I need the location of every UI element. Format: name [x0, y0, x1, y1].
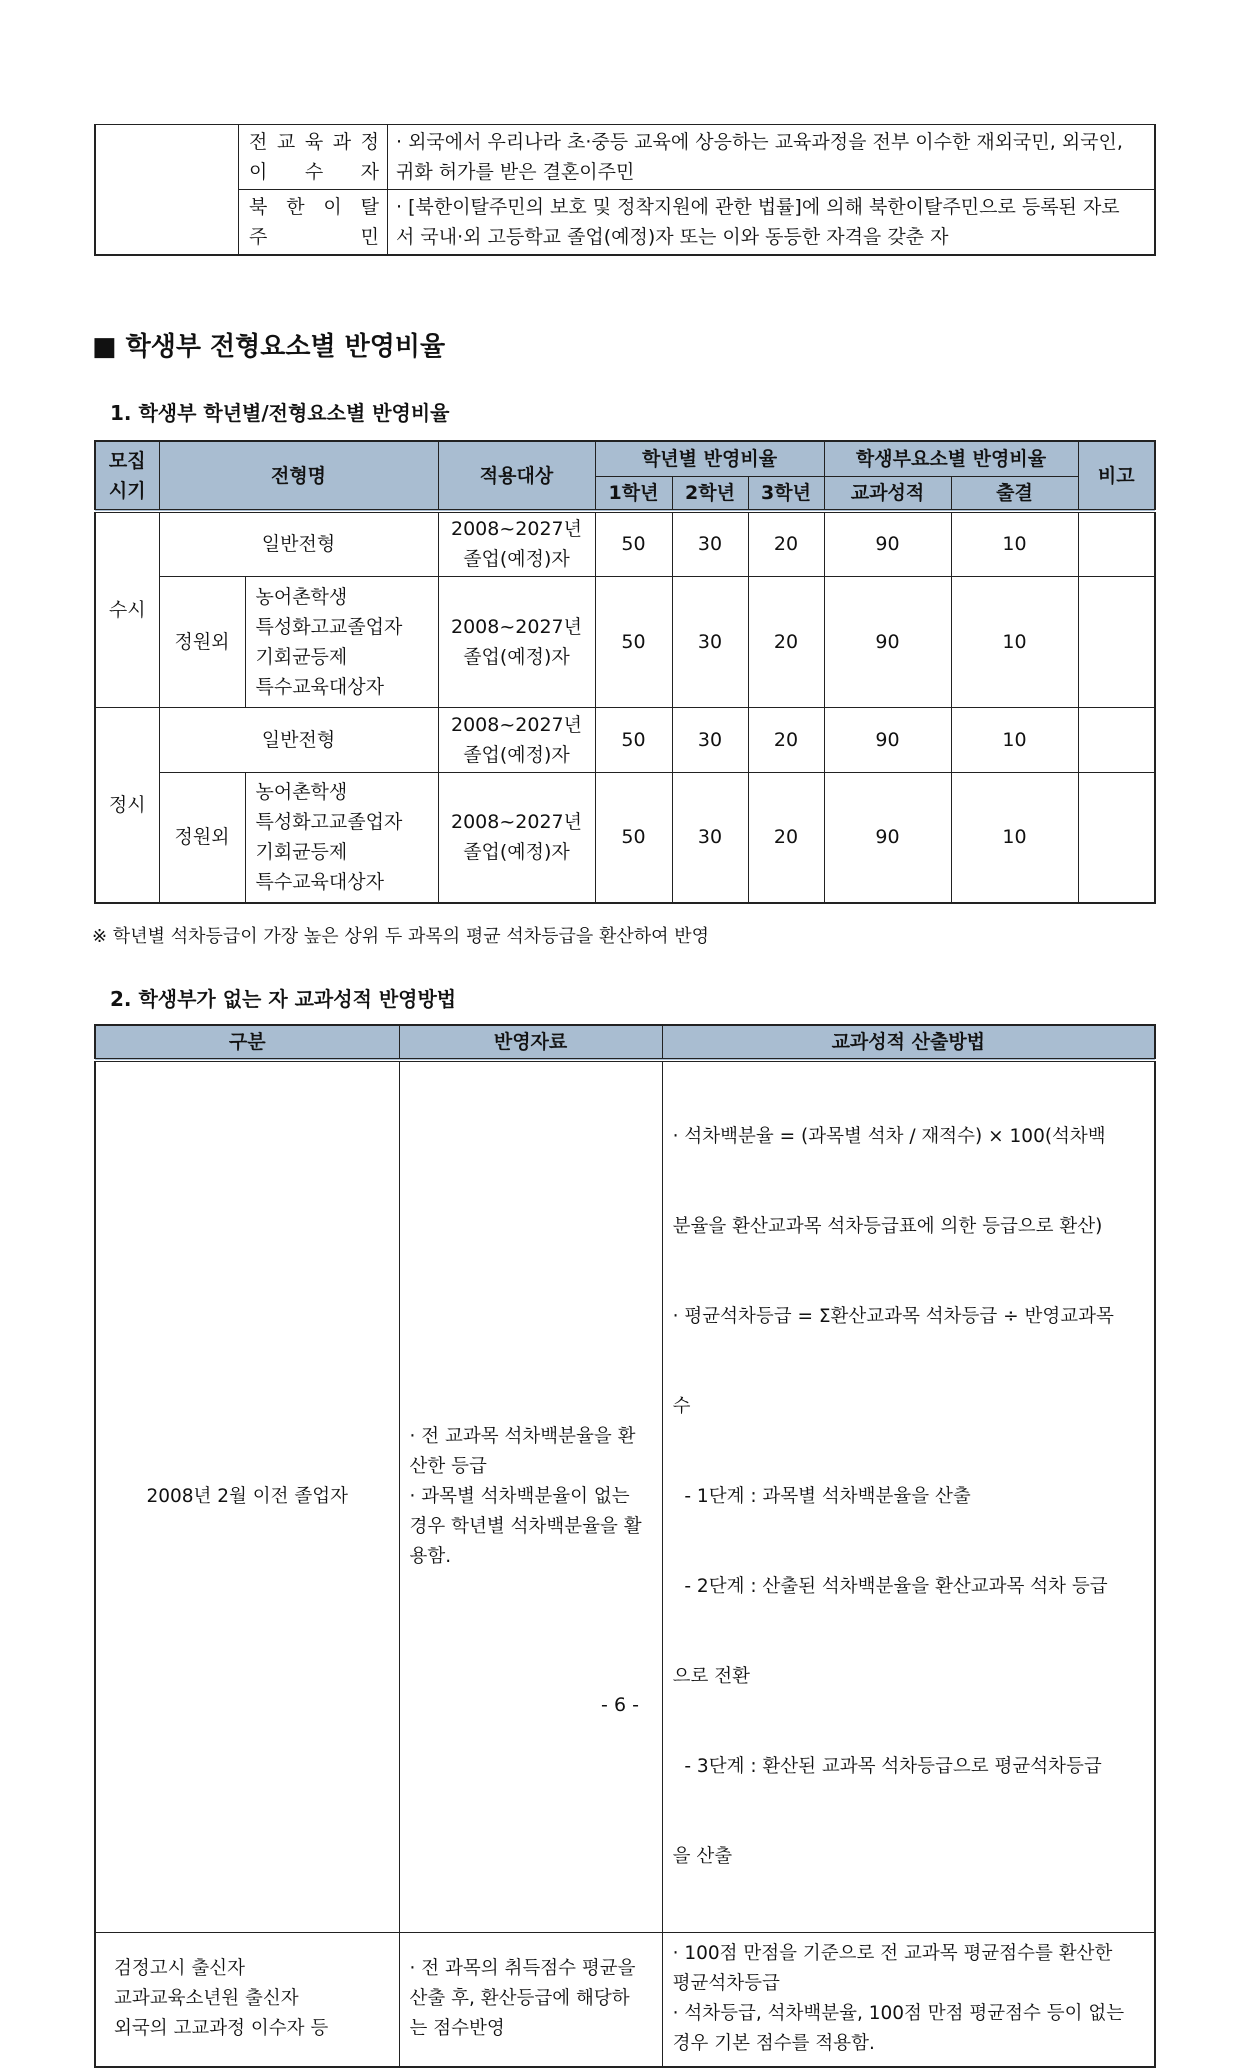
subsection-title: 2. 학생부가 없는 자 교과성적 반영방법	[110, 987, 457, 1011]
label-line	[249, 192, 379, 222]
label-char: 민	[360, 226, 379, 248]
attendance-cell: 10	[951, 707, 1078, 772]
target-cell	[438, 772, 595, 903]
header-row	[95, 1025, 1155, 1060]
cell-line: 검정고시 출신자	[114, 1958, 245, 1980]
cell-line: 평균석차등급	[672, 1973, 780, 1995]
label-char: 전	[249, 131, 268, 153]
cell-line: · 평균석차등급 = Σ환산교과목 석차등급 ÷ 반영교과목	[672, 1306, 1114, 1327]
cell-line: · 과목별 석차백분율이 없는	[409, 1486, 630, 1507]
track-type: 기회균등제	[255, 841, 348, 864]
subsection-title: 1. 학생부 학년별/전형요소별 반영비율	[110, 401, 450, 425]
material-header: 반영자료	[399, 1025, 662, 1060]
cell-line: 분율을 환산교과목 석차등급표에 의한 등급으로 환산)	[672, 1216, 1103, 1237]
track-type: 특성화고교졸업자	[255, 615, 403, 638]
table-row	[95, 576, 1155, 707]
grade3-cell: 20	[748, 511, 824, 576]
target-line: 졸업(예정)자	[463, 645, 570, 668]
target-line: 졸업(예정)자	[463, 548, 570, 571]
eligibility-description	[388, 125, 1156, 190]
track-name-header: 전형명	[159, 441, 438, 511]
cell-line: 외국의 고교과정 이수자 등	[114, 2018, 329, 2040]
cell-line: 으로 전환	[672, 1666, 750, 1687]
grade3-header: 3학년	[748, 477, 824, 512]
track-type: 농어촌학생	[255, 585, 348, 608]
grade1-cell: 50	[595, 576, 672, 707]
admission-eligibility-table	[94, 124, 1156, 256]
description-line: 서 국내·외 고등학교 졸업(예정)자 또는 이와 동등한 자격을 갖춘 자	[396, 226, 949, 248]
remarks-cell	[1078, 511, 1155, 576]
table-row	[95, 1060, 1155, 1933]
grade3-cell: 20	[748, 707, 824, 772]
table-row	[95, 511, 1155, 576]
track-name-cell: 일반전형	[159, 511, 438, 576]
track-type: 특수교육대상자	[255, 675, 384, 698]
label-char: 북	[249, 196, 268, 218]
element-ratio-header: 학생부요소별 반영비율	[824, 441, 1078, 477]
table-row	[95, 125, 1155, 190]
remarks-cell	[1078, 707, 1155, 772]
cell-line: - 2단계 : 산출된 석차백분율을 환산교과목 석차 등급	[672, 1576, 1108, 1597]
grade3-cell: 20	[748, 576, 824, 707]
page-number: - 6 -	[601, 1694, 639, 1716]
blank-cell	[95, 125, 239, 256]
grade3-cell: 20	[748, 772, 824, 903]
label-char: 육	[304, 131, 324, 153]
cell-line: 산출 후, 환산등급에 해당하	[409, 1988, 630, 2010]
remarks-header: 비고	[1078, 441, 1155, 511]
cell-line: · 석차백분율 = (과목별 석차 / 재적수) × 100(석차백	[672, 1126, 1106, 1147]
method-header: 교과성적 산출방법	[662, 1025, 1155, 1060]
method-cell	[662, 1060, 1155, 1933]
grade1-cell: 50	[595, 511, 672, 576]
track-name-cell: 정원외	[159, 576, 245, 707]
cell-line: · 전 과목의 취득점수 평균을	[409, 1958, 636, 1980]
track-type: 특성화고교졸업자	[255, 811, 403, 834]
track-type: 특수교육대상자	[255, 871, 384, 894]
target-cell	[438, 707, 595, 772]
period-cell: 수시	[95, 511, 159, 707]
label-line	[249, 157, 379, 187]
track-types-cell	[245, 576, 438, 707]
label-char: 이	[323, 196, 342, 218]
cell-line: 수	[672, 1396, 691, 1417]
label-char: 탈	[360, 196, 379, 218]
cell-line: · 석차등급, 석차백분율, 100점 만점 평균점수 등이 없는	[672, 2003, 1125, 2025]
cell-line: · 전 교과목 석차백분율을 환	[409, 1426, 636, 1447]
grade1-cell: 50	[595, 772, 672, 903]
eligibility-label	[239, 190, 388, 256]
label-char: 주	[249, 226, 268, 248]
table-row	[95, 190, 1155, 256]
grade-ratio-header: 학년별 반영비율	[595, 441, 824, 477]
cell-line: 산한 등급	[409, 1456, 487, 1477]
grade2-cell: 30	[672, 511, 748, 576]
material-cell	[399, 1060, 662, 1933]
cell-line: 교과교육소년원 출신자	[114, 1988, 299, 2010]
table-row	[95, 707, 1155, 772]
target-line: 2008~2027년	[451, 518, 582, 541]
label-char: 교	[276, 131, 296, 153]
subject-cell: 90	[824, 511, 951, 576]
track-type: 농어촌학생	[255, 781, 348, 804]
cell-line: 는 점수반영	[409, 2018, 505, 2040]
grade2-cell: 30	[672, 772, 748, 903]
label-char: 자	[360, 161, 379, 183]
subject-cell: 90	[824, 707, 951, 772]
grade2-header: 2학년	[672, 477, 748, 512]
category-cell: 2008년 2월 이전 졸업자	[95, 1060, 399, 1933]
label-char: 과	[332, 131, 352, 153]
label-char: 정	[360, 131, 379, 153]
method-cell	[662, 1933, 1155, 2067]
cell-line: 을 산출	[672, 1846, 733, 1867]
grade1-cell: 50	[595, 707, 672, 772]
attendance-cell: 10	[951, 576, 1078, 707]
header-text: 모집	[108, 449, 146, 472]
subject-header: 교과성적	[824, 477, 951, 512]
target-line: 졸업(예정)자	[463, 743, 570, 766]
target-line: 2008~2027년	[451, 713, 582, 736]
track-name-cell: 정원외	[159, 772, 245, 903]
eligibility-description	[388, 190, 1156, 256]
target-header: 적용대상	[438, 441, 595, 511]
table-row	[95, 1933, 1155, 2067]
description-line: · [북한이탈주민의 보호 및 정착지원에 관한 법률]에 의해 북한이탈주민으로 등록된 자로	[396, 196, 1120, 218]
header-row	[95, 441, 1155, 477]
section-title: ■ 학생부 전형요소별 반영비율	[92, 332, 446, 362]
label-line	[249, 127, 379, 157]
description-line: 귀화 허가를 받은 결혼이주민	[396, 161, 635, 183]
track-types-cell	[245, 772, 438, 903]
label-char: 수	[304, 161, 324, 183]
period-cell: 정시	[95, 707, 159, 903]
remarks-cell	[1078, 576, 1155, 707]
cell-line: · 100점 만점을 기준으로 전 교과목 평균점수를 환산한	[672, 1943, 1113, 1965]
cell-line: 경우 학년별 석차백분율을 활	[409, 1516, 642, 1537]
attendance-header: 출결	[951, 477, 1078, 512]
label-char: 이	[249, 161, 268, 183]
no-record-method-table	[94, 1024, 1156, 2068]
target-cell	[438, 511, 595, 576]
track-type: 기회균등제	[255, 645, 348, 668]
header-text: 시기	[108, 479, 146, 502]
cell-line: - 3단계 : 환산된 교과목 석차등급으로 평균석차등급	[672, 1756, 1102, 1777]
eligibility-label	[239, 125, 388, 190]
target-cell	[438, 576, 595, 707]
subject-cell: 90	[824, 772, 951, 903]
grade2-cell: 30	[672, 707, 748, 772]
remarks-cell	[1078, 772, 1155, 903]
track-name-cell: 일반전형	[159, 707, 438, 772]
description-line: · 외국에서 우리나라 초·중등 교육에 상응하는 교육과정을 전부 이수한 재외국민, 외국인,	[396, 131, 1123, 153]
grade2-cell: 30	[672, 576, 748, 707]
footnote: ※ 학년별 석차등급이 가장 높은 상위 두 과목의 평균 석차등급을 환산하여 반영	[92, 926, 710, 947]
table-row	[95, 772, 1155, 903]
label-char: 한	[286, 196, 305, 218]
attendance-cell: 10	[951, 772, 1078, 903]
grade-ratio-table	[94, 440, 1156, 904]
attendance-cell: 10	[951, 511, 1078, 576]
cell-line: - 1단계 : 과목별 석차백분율을 산출	[672, 1486, 971, 1507]
grade1-header: 1학년	[595, 477, 672, 512]
cell-line: 용함.	[409, 1546, 452, 1567]
target-line: 2008~2027년	[451, 811, 582, 834]
material-cell	[399, 1933, 662, 2067]
cell-line: 경우 기본 점수를 적용함.	[672, 2033, 875, 2055]
category-cell	[95, 1933, 399, 2067]
subject-cell: 90	[824, 576, 951, 707]
category-header: 구분	[95, 1025, 399, 1060]
label-line	[249, 222, 379, 252]
target-line: 2008~2027년	[451, 615, 582, 638]
period-header	[95, 441, 159, 511]
target-line: 졸업(예정)자	[463, 841, 570, 864]
